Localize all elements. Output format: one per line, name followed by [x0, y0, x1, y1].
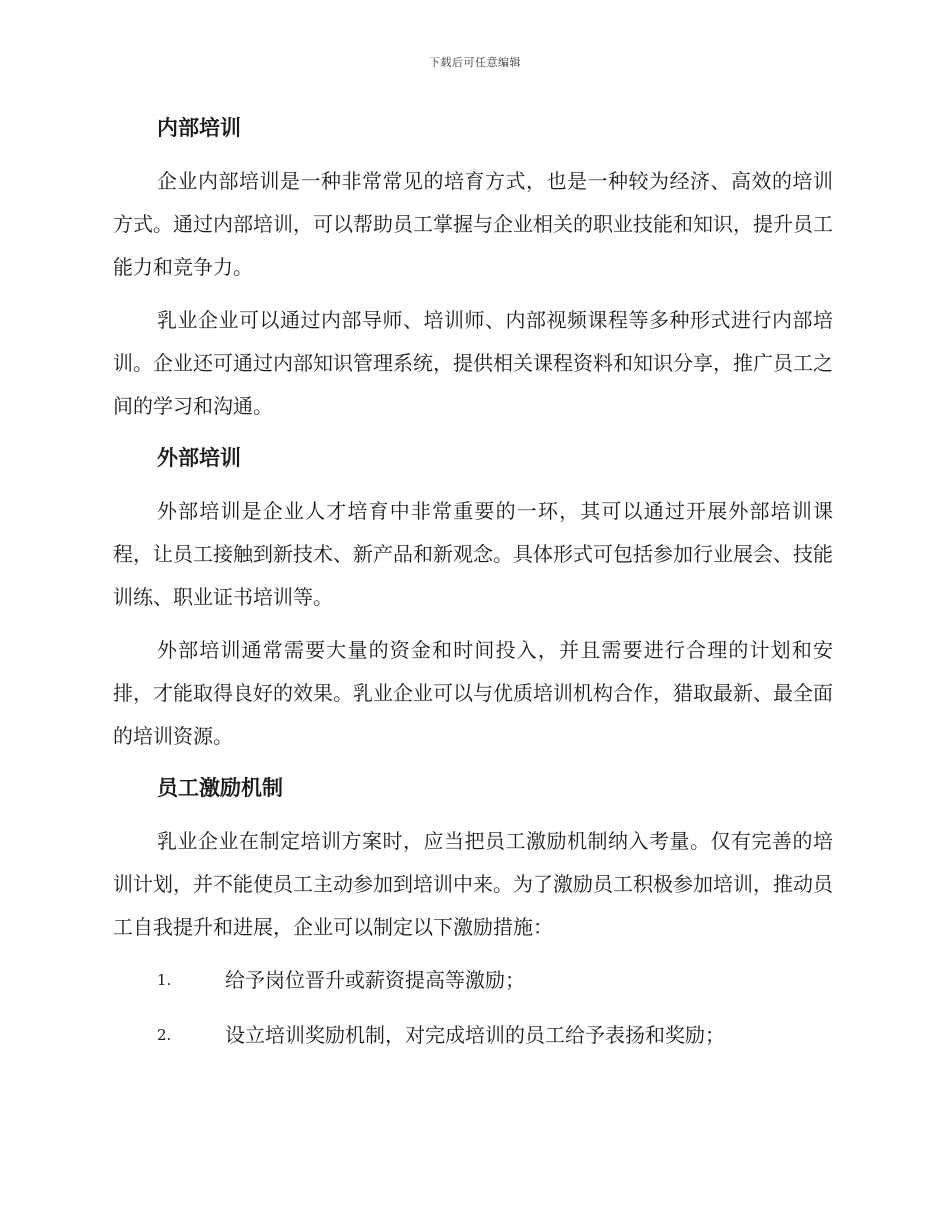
list-number: 2.	[157, 1026, 172, 1044]
list-number: 1.	[157, 971, 172, 989]
paragraph: 企业内部培训是一种非常常见的培育方式，也是一种较为经济、高效的培训方式。通过内部培训，可以帮助员工掌握与企业相关的职业技能和知识，提升员工能力和竞争力。	[113, 169, 833, 279]
paragraph: 乳业企业可以通过内部导师、培训师、内部视频课程等多种形式进行内部培训。企业还可通过内部知识管理系统，提供相关课程资料和知识分享，推广员工之间的学习和沟通。	[113, 308, 833, 418]
paragraph: 外部培训是企业人才培育中非常重要的一环，其可以通过开展外部培训课程，让员工接触到新技术、新产品和新观念。具体形式可包括参加行业展会、技能训练、职业证书培训等。	[113, 499, 833, 609]
list-item	[113, 1014, 833, 1057]
section-heading-incentive-mechanism: 员工激励机制	[157, 775, 283, 800]
incentive-list	[113, 959, 833, 1057]
list-item-text: 给予岗位晋升或薪资提高等激励；	[225, 968, 525, 992]
header-note: 下载后可任意编辑	[429, 56, 521, 69]
section-heading-external-training: 外部培训	[157, 445, 241, 470]
section-heading-internal-training: 内部培训	[157, 115, 241, 140]
list-item	[113, 959, 833, 1002]
document-body	[113, 108, 833, 1069]
paragraph: 乳业企业在制定培训方案时，应当把员工激励机制纳入考量。仅有完善的培训计划，并不能使员工主动参加到培训中来。为了激励员工积极参加培训，推动员工自我提升和进展，企业可以制定以下激励措施：	[113, 829, 833, 939]
list-item-text: 设立培训奖励机制，对完成培训的员工给予表扬和奖励；	[225, 1023, 725, 1047]
paragraph: 外部培训通常需要大量的资金和时间投入，并且需要进行合理的计划和安排，才能取得良好的效果。乳业企业可以与优质培训机构合作，猎取最新、最全面的培训资源。	[113, 638, 833, 748]
